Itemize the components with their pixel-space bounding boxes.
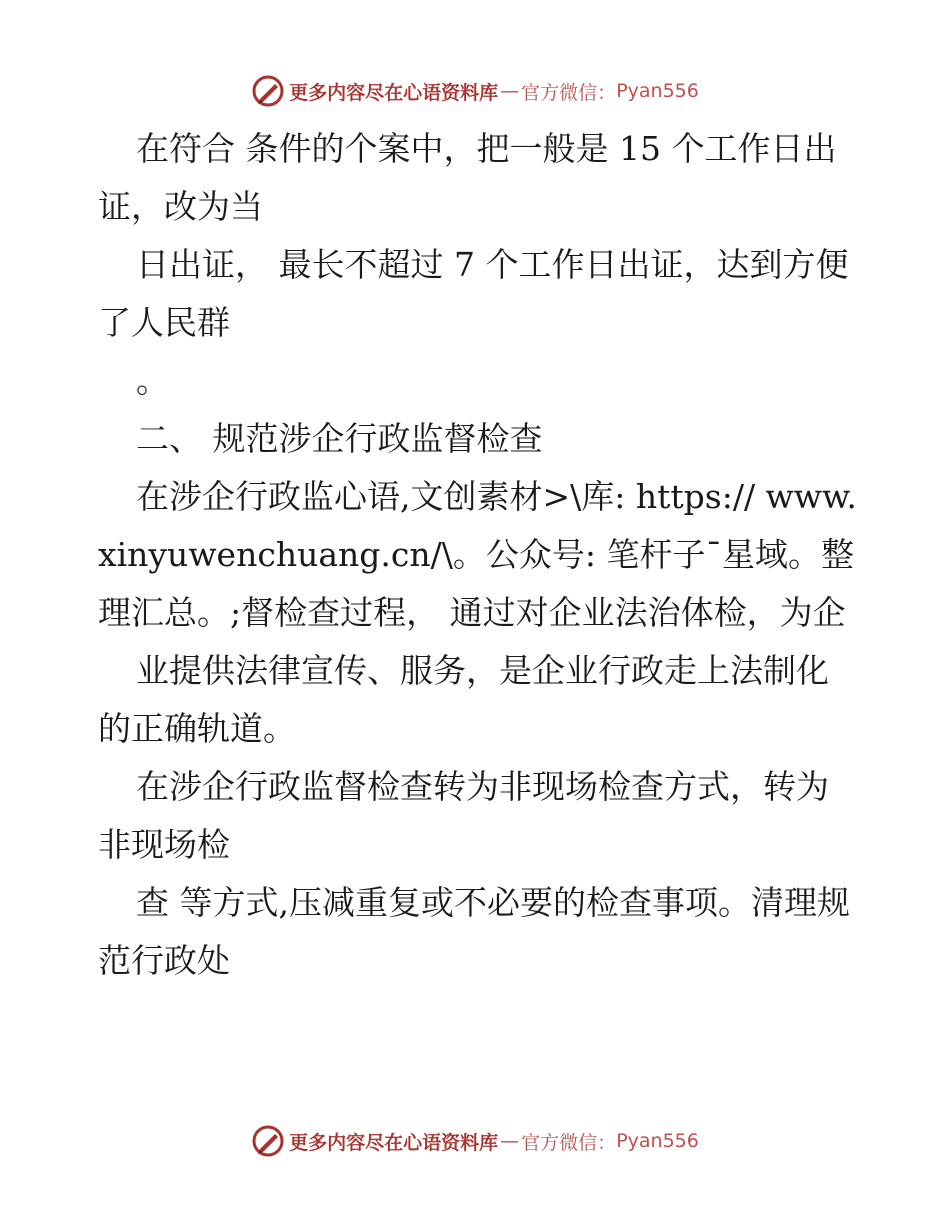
banner-wechat-label: 官方微信： xyxy=(521,81,617,104)
paragraph-6: 业提供法律宣传、服务，是企业行政走上法制化的正确轨道。 xyxy=(98,651,829,748)
footer-watermark xyxy=(0,1121,950,1161)
banner-wechat-label: 官方微信： xyxy=(521,1131,617,1154)
paragraph-5: 在涉企行政监心语,文创素材>\库: https:// www.xinyuwenchuang.cn/\。公众号: 笔杆子¯星域。整理汇总。;督检查过程， 通过对企业法治体检，为企 xyxy=(98,477,857,632)
paragraph-7: 在涉企行政监督检查转为非现场检查方式，转为非现场检 xyxy=(98,767,829,864)
pen-seal-icon xyxy=(251,1124,285,1158)
banner-wechat-id: Pyan556 xyxy=(616,80,699,102)
paragraph-8: 查 等方式,压减重复或不必要的检查事项。清理规范行政处 xyxy=(98,883,850,980)
banner-wechat-id: Pyan556 xyxy=(616,1130,699,1152)
pen-seal-icon xyxy=(251,74,285,108)
section-heading: 二、 规范涉企行政监督检查 xyxy=(136,419,543,458)
banner-title: 更多内容尽在心语资料库 xyxy=(289,81,499,104)
document-body xyxy=(98,120,858,990)
banner-dash: — xyxy=(500,80,520,102)
paragraph-3: 。 xyxy=(136,361,169,400)
banner-dash: — xyxy=(500,1130,520,1152)
banner-title: 更多内容尽在心语资料库 xyxy=(289,1131,499,1154)
header-watermark xyxy=(0,71,950,111)
paragraph-1: 在符合 条件的个案中，把一般是 15 个工作日出证，改为当 xyxy=(98,129,837,226)
paragraph-2: 日出证， 最长不超过 7 个工作日出证，达到方便了人民群 xyxy=(98,245,849,342)
